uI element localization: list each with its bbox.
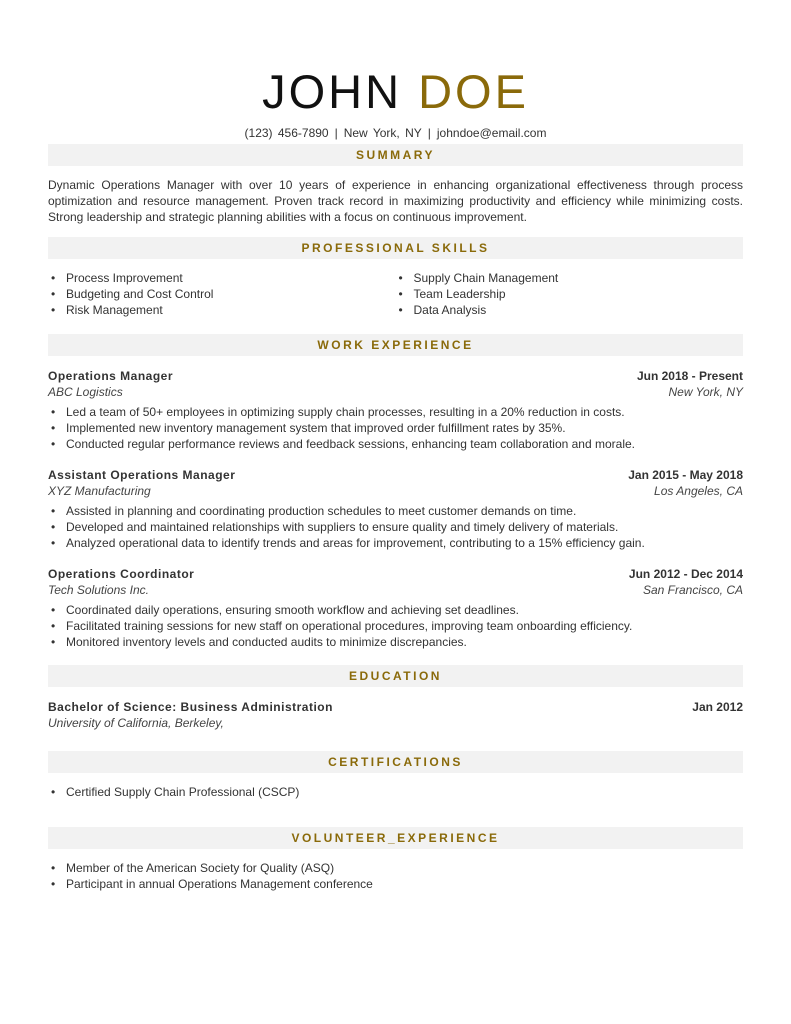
job-company: ABC Logistics [48,385,123,399]
phone: (123) 456-7890 [244,126,329,140]
job-bullet: • Led a team of 50+ employees in optimizing supply chain processes, resulting in a 20% reduction in costs. [48,404,743,420]
job-location: New York, NY [668,385,743,399]
skills-column-right [396,270,744,318]
job-entry [48,467,743,551]
job-bullet: • Conducted regular performance reviews and feedback sessions, enhancing team collaboration and morale. [48,436,743,452]
job-title: Assistant Operations Manager [48,468,236,482]
job-bullet: • Implemented new inventory management system that improved order fulfillment rates by 35%. [48,420,743,436]
contact-line [48,122,743,144]
job-bullet: • Facilitated training sessions for new staff on operational procedures, improving team onboarding efficiency. [48,618,743,634]
job-bullet: • Assisted in planning and coordinating production schedules to meet customer demands on time. [48,503,743,519]
job-title: Operations Manager [48,369,174,383]
job-bullet: • Developed and maintained relationships with suppliers to ensure quality and timely delivery of materials. [48,519,743,535]
job-entry [48,368,743,452]
job-list [48,368,743,650]
job-bullet: • Monitored inventory levels and conducted audits to minimize discrepancies. [48,634,743,650]
education-date: Jan 2012 [692,700,743,714]
job-location: San Francisco, CA [642,583,743,597]
skill-item: • Team Leadership [396,286,744,302]
skills-column-left [48,270,396,318]
job-bullet: • Coordinated daily operations, ensuring smooth workflow and achieving set deadlines. [48,602,743,618]
summary-text: Dynamic Operations Manager with over 10 years of experience in enhancing organizational effectiveness through process optimization and resource management. Proven track record in maximizing productivity and efficiency while minimizing costs. Strong leadership and strategic planning abilities with a focus on continuous improvement. [48,178,743,224]
summary-heading: SUMMARY [48,144,743,166]
skill-item: • Data Analysis [396,302,744,318]
certifications-list [48,784,743,800]
job-bullet: • Analyzed operational data to identify trends and areas for improvement, contributing to a 15% efficiency gain. [48,535,743,551]
job-title: Operations Coordinator [48,567,195,581]
experience-heading: WORK EXPERIENCE [48,334,743,356]
job-bullets [48,503,743,551]
job-dates: Jun 2012 - Dec 2014 [628,567,743,581]
volunteer-item: • Member of the American Society for Quality (ASQ) [48,860,743,876]
volunteer-item: • Participant in annual Operations Management conference [48,876,743,892]
degree: Bachelor of Science: Business Administration [48,700,333,714]
job-location: Los Angeles, CA [654,484,743,498]
skill-item: • Supply Chain Management [396,270,744,286]
job-bullets [48,602,743,650]
job-bullets [48,404,743,452]
skills-list [48,270,743,318]
school: University of California, Berkeley, [48,716,224,730]
skills-heading: PROFESSIONAL SKILLS [48,237,743,259]
volunteer-heading: VOLUNTEER_EXPERIENCE [48,827,743,849]
contact-separator: | [427,126,431,140]
job-dates: Jan 2015 - May 2018 [628,468,743,482]
skill-item: • Risk Management [48,302,396,318]
job-entry [48,566,743,650]
education-heading: EDUCATION [48,665,743,687]
contact-separator: | [334,126,338,140]
certifications-heading: CERTIFICATIONS [48,751,743,773]
certification-item: • Certified Supply Chain Professional (CSCP) [48,784,743,800]
job-company: Tech Solutions Inc. [48,583,149,597]
education-entry [48,699,743,731]
location: New York, NY [343,126,422,140]
skill-item: • Process Improvement [48,270,396,286]
candidate-name [48,0,743,122]
email[interactable]: johndoe@email.com [436,126,547,140]
last-name: DOE [418,65,529,118]
first-name: JOHN [262,65,403,118]
skill-item: • Budgeting and Cost Control [48,286,396,302]
job-dates: Jun 2018 - Present [636,369,743,383]
job-company: XYZ Manufacturing [48,484,151,498]
volunteer-list [48,860,743,892]
